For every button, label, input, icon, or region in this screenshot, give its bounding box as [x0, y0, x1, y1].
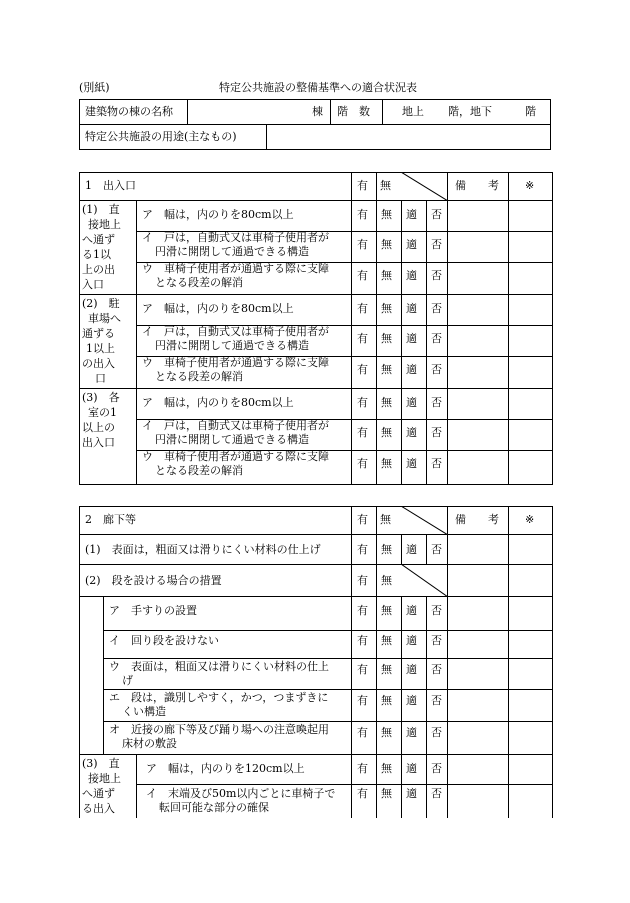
s2-sub-r3-no: 無 — [381, 694, 392, 707]
s1-g3-r2-no: 無 — [381, 457, 392, 470]
s1-g2-item-1: イ 戸は，自動式又は車椅子使用者が 円滑に開閉して通過できる構造 — [142, 325, 329, 352]
s2-sub-item-4: オ 近接の廊下等及び踊り場への注意喚起用 床材の敷設 — [109, 723, 329, 750]
s2-g3-r0-ok: 適 — [406, 762, 417, 775]
building-suffix: 棟 — [312, 105, 323, 118]
s1-g3-item-1: イ 戸は，自動式又は車椅子使用者が 円滑に開閉して通過できる構造 — [142, 419, 329, 446]
s1-g1-r2-ng: 否 — [431, 269, 442, 282]
s1-g1-r0-ng: 否 — [431, 208, 442, 221]
section2-title: 2 廊下等 — [85, 513, 136, 526]
use-label: 特定公共施設の用途(主なもの) — [85, 130, 237, 143]
s1-no-header: 無 — [380, 179, 391, 192]
s1-g2-label-0: (2) 駐 — [82, 297, 120, 310]
s1-g2-r2-no: 無 — [381, 363, 392, 376]
s2-no-header: 無 — [380, 513, 391, 526]
s2-sub-r0-ng: 否 — [431, 604, 442, 617]
s2-sub-r0-yes: 有 — [357, 604, 368, 617]
s1-g3-label-1: 室の1 — [88, 406, 117, 419]
s1-g3-item-2: ウ 車椅子使用者が通過する際に支障 となる段差の解消 — [142, 450, 329, 477]
s1-g3-r2-ng: 否 — [431, 457, 442, 470]
s2-g3-item-1: イ 末端及び50m以内ごとに車椅子で 転回可能な部分の確保 — [146, 787, 336, 814]
s1-g1-r1-ok: 適 — [406, 238, 417, 251]
s1-g2-r0-no: 無 — [381, 302, 392, 315]
s2-sub-r4-no: 無 — [381, 726, 392, 739]
s2-sub-item-3: エ 段は，識別しやすく，かつ，つまずきに くい構造 — [109, 691, 329, 718]
s1-g3-label-3: 出入口 — [82, 436, 115, 449]
s2-g3-r1-ok: 適 — [406, 787, 417, 800]
s2-row1-ok: 適 — [406, 543, 417, 556]
s2-g3-r0-ng: 否 — [431, 762, 442, 775]
s1-g3-r2-ok: 適 — [406, 457, 417, 470]
s1-g2-label-3: 1以上 — [86, 342, 115, 355]
s2-sub-r2-no: 無 — [381, 663, 392, 676]
s2-g3-r0-no: 無 — [381, 762, 392, 775]
s2-mark-header: ※ — [525, 513, 535, 526]
s1-g2-r1-ng: 否 — [431, 332, 442, 345]
s1-g1-r1-no: 無 — [381, 238, 392, 251]
s2-sub-item-1: イ 回り段を設けない — [109, 634, 219, 647]
s1-g2-r0-yes: 有 — [357, 302, 368, 315]
s2-row2-no: 無 — [381, 574, 392, 587]
s1-g2-r2-ng: 否 — [431, 363, 442, 376]
s2-sub-r1-ok: 適 — [406, 634, 417, 647]
s1-g2-r2-yes: 有 — [357, 363, 368, 376]
s1-g2-r1-ok: 適 — [406, 332, 417, 345]
s1-g3-label-2: 以上の — [82, 421, 115, 434]
s2-sub-r0-no: 無 — [381, 604, 392, 617]
s2-remarks-header: 備 考 — [455, 513, 499, 526]
s2-sub-r4-yes: 有 — [357, 726, 368, 739]
s1-g3-r0-ok: 適 — [406, 396, 417, 409]
s2-row2-label: (2) 段を設ける場合の措置 — [85, 574, 222, 587]
s1-remarks-header: 備 考 — [455, 179, 499, 192]
s1-g1-label-0: (1) 直 — [82, 203, 120, 216]
s2-sub-r2-yes: 有 — [357, 663, 368, 676]
s1-yes-header: 有 — [357, 179, 368, 192]
s1-g1-r0-no: 無 — [381, 208, 392, 221]
s1-g1-label-5: 入口 — [82, 278, 104, 291]
s1-g3-r1-ok: 適 — [406, 426, 417, 439]
s2-g3-r1-ng: 否 — [431, 787, 442, 800]
s1-g2-label-4: の出入 — [82, 357, 115, 370]
s2-row2-diagonal — [401, 564, 448, 597]
s2-row1-yes: 有 — [357, 543, 368, 556]
s1-g1-label-2: へ通ず — [82, 233, 115, 246]
s1-g3-r0-no: 無 — [381, 396, 392, 409]
s2-sub-r0-ok: 適 — [406, 604, 417, 617]
s1-g1-r2-ok: 適 — [406, 269, 417, 282]
s2-sub-r1-no: 無 — [381, 634, 392, 647]
s1-g1-item-1: イ 戸は，自動式又は車椅子使用者が 円滑に開閉して通過できる構造 — [142, 231, 329, 258]
s1-g1-r0-yes: 有 — [357, 208, 368, 221]
s2-row1-no: 無 — [381, 543, 392, 556]
s1-g2-r1-yes: 有 — [357, 332, 368, 345]
s1-g2-r0-ng: 否 — [431, 302, 442, 315]
s2-g3-r1-no: 無 — [381, 787, 392, 800]
s2-sub-r2-ok: 適 — [406, 663, 417, 676]
s2-sub-r1-yes: 有 — [357, 634, 368, 647]
s2-sub-r4-ng: 否 — [431, 726, 442, 739]
s2-g3-label-0: (3) 直 — [82, 757, 120, 770]
s2-g3-item-0: ア 幅は，内のりを120cm以上 — [146, 762, 305, 775]
s1-g2-item-2: ウ 車椅子使用者が通過する際に支障 となる段差の解消 — [142, 356, 329, 383]
s1-g1-r1-ng: 否 — [431, 238, 442, 251]
s1-g1-label-4: 上の出 — [82, 263, 115, 276]
s1-g1-r0-ok: 適 — [406, 208, 417, 221]
s2-sub-r1-ng: 否 — [431, 634, 442, 647]
s1-g3-r1-ng: 否 — [431, 426, 442, 439]
s1-g1-item-0: ア 幅は，内のりを80cm以上 — [142, 208, 294, 221]
s2-g3-r1-yes: 有 — [357, 787, 368, 800]
s2-sub-r4-ok: 適 — [406, 726, 417, 739]
s1-g1-r2-no: 無 — [381, 269, 392, 282]
s2-sub-r3-ng: 否 — [431, 694, 442, 707]
s1-g3-r0-ng: 否 — [431, 396, 442, 409]
header-diagonal — [401, 172, 448, 201]
s1-g3-r1-yes: 有 — [357, 426, 368, 439]
s1-g3-item-0: ア 幅は，内のりを80cm以上 — [142, 396, 294, 409]
s1-g2-r0-ok: 適 — [406, 302, 417, 315]
page-title: 特定公共施設の整備基準への適合状況表 — [219, 81, 417, 94]
s1-g2-label-1: 車場へ — [88, 312, 121, 325]
s1-g1-label-3: る1以 — [82, 248, 111, 261]
s2-g3-label-3: る出入 — [82, 802, 115, 815]
s1-g2-r1-no: 無 — [381, 332, 392, 345]
s1-g1-item-2: ウ 車椅子使用者が通過する際に支障 となる段差の解消 — [142, 262, 329, 289]
building-name-label: 建築物の棟の名称 — [85, 105, 173, 118]
above-ground-label: 地上 — [402, 105, 424, 118]
s1-g1-label-1: 接地上 — [88, 218, 121, 231]
s1-g1-r2-yes: 有 — [357, 269, 368, 282]
s2-g3-label-2: へ通ず — [82, 787, 115, 800]
s1-g2-label-2: 通ずる — [82, 327, 115, 340]
s1-g3-r0-yes: 有 — [357, 396, 368, 409]
annex-label: (別紙) — [79, 81, 110, 94]
s2-sub-item-0: ア 手すりの設置 — [109, 604, 197, 617]
s2-g3-label-1: 接地上 — [88, 772, 121, 785]
section1-title: 1 出入口 — [85, 179, 136, 192]
s2-row2-yes: 有 — [357, 574, 368, 587]
s1-g2-r2-ok: 適 — [406, 363, 417, 376]
s1-g3-r2-yes: 有 — [357, 457, 368, 470]
floor-above-label: 階，地下 — [448, 105, 492, 118]
s2-sub-r3-ok: 適 — [406, 694, 417, 707]
s1-mark-header: ※ — [525, 179, 535, 192]
floor-below-label: 階 — [525, 105, 536, 118]
s1-g3-label-0: (3) 各 — [82, 391, 120, 404]
s2-sub-r3-yes: 有 — [357, 694, 368, 707]
s2-sub-r2-ng: 否 — [431, 663, 442, 676]
s2-header-diagonal — [401, 506, 448, 535]
s2-g3-r0-yes: 有 — [357, 762, 368, 775]
s1-g2-label-5: 口 — [95, 372, 106, 385]
s2-row1-label: (1) 表面は，粗面又は滑りにくい材料の仕上げ — [85, 543, 321, 556]
s1-g2-item-0: ア 幅は，内のりを80cm以上 — [142, 302, 294, 315]
floors-label: 階 数 — [337, 105, 370, 118]
s2-yes-header: 有 — [357, 513, 368, 526]
s1-g1-r1-yes: 有 — [357, 238, 368, 251]
s1-g3-r1-no: 無 — [381, 426, 392, 439]
s2-row1-ng: 否 — [431, 543, 442, 556]
s2-sub-item-2: ウ 表面は，粗面又は滑りにくい材料の仕上 げ — [109, 660, 329, 687]
building-info-table — [79, 99, 551, 150]
